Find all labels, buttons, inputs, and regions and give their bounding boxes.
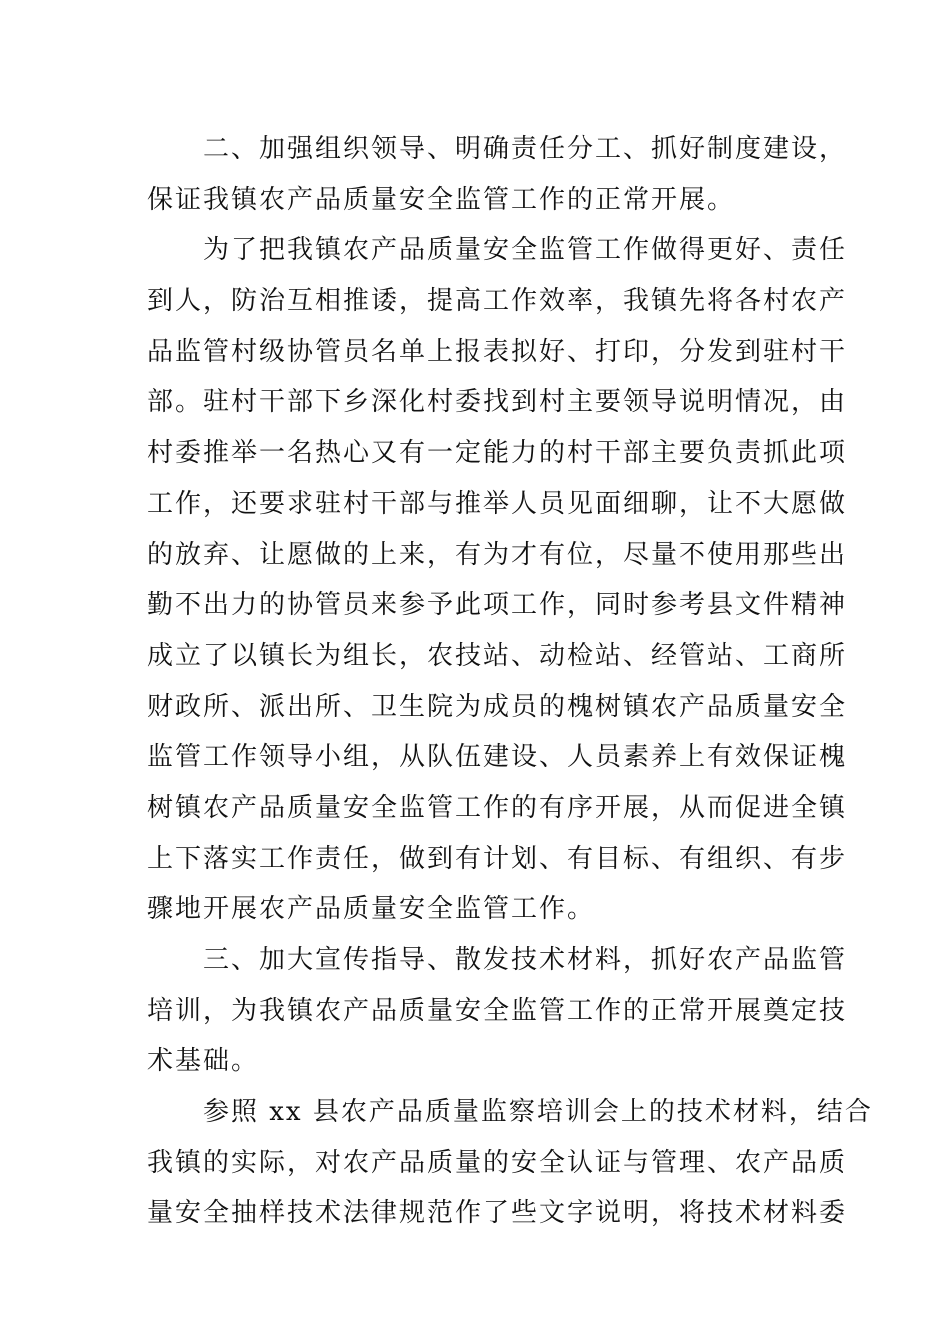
text-line: 我镇的实际，对农产品质量的安全认证与管理、农产品质	[147, 1147, 848, 1178]
text-line: 术基础。	[147, 1046, 260, 1077]
text-line: 到人，防治互相推诿，提高工作效率，我镇先将各村农产	[147, 286, 848, 317]
text-line: 上下落实工作责任，做到有计划、有目标、有组织、有步	[147, 843, 848, 874]
text-line: 骤地开展农产品质量安全监管工作。	[147, 894, 596, 925]
text-line: 树镇农产品质量安全监管工作的有序开展，从而促进全镇	[147, 792, 848, 823]
text-line: 培训，为我镇农产品质量安全监管工作的正常开展奠定技	[147, 995, 848, 1026]
text-line: 三、加大宣传指导、散发技术材料，抓好农产品监管	[203, 945, 848, 975]
paragraph-section-two-heading	[147, 124, 848, 225]
text-line: 量安全抽样技术法律规范作了些文字说明，将技术材料委	[147, 1198, 848, 1229]
paragraph-section-three-heading	[147, 935, 848, 1087]
text-line: 成立了以镇长为组长，农技站、动检站、经管站、工商所	[147, 640, 848, 671]
text-line: 工作，还要求驻村干部与推举人员见面细聊，让不大愿做	[147, 488, 848, 519]
text-line: 的放弃、让愿做的上来，有为才有位，尽量不使用那些出	[147, 539, 848, 570]
paragraph-section-three-body	[147, 1087, 873, 1239]
paragraph-section-two-body	[147, 225, 848, 935]
document-body	[147, 124, 873, 1239]
text-line: 村委推举一名热心又有一定能力的村干部主要负责抓此项	[147, 438, 848, 469]
text-line: 二、加强组织领导、明确责任分工、抓好制度建设，	[203, 134, 848, 164]
text-line: 监管工作领导小组，从队伍建设、人员素养上有效保证槐	[147, 742, 848, 773]
text-line: 为了把我镇农产品质量安全监管工作做得更好、责任	[203, 235, 848, 266]
text-line: 部。驻村干部下乡深化村委找到村主要领导说明情况，由	[147, 387, 848, 418]
text-line: 参照 xx 县农产品质量监察培训会上的技术材料，结合	[203, 1097, 873, 1128]
text-line: 财政所、派出所、卫生院为成员的槐树镇农产品质量安全	[147, 691, 848, 722]
text-line: 品监管村级协管员名单上报表拟好、打印，分发到驻村干	[147, 336, 848, 367]
text-line: 勤不出力的协管员来参予此项工作，同时参考县文件精神	[147, 590, 848, 621]
text-line: 保证我镇农产品质量安全监管工作的正常开展。	[147, 184, 736, 215]
